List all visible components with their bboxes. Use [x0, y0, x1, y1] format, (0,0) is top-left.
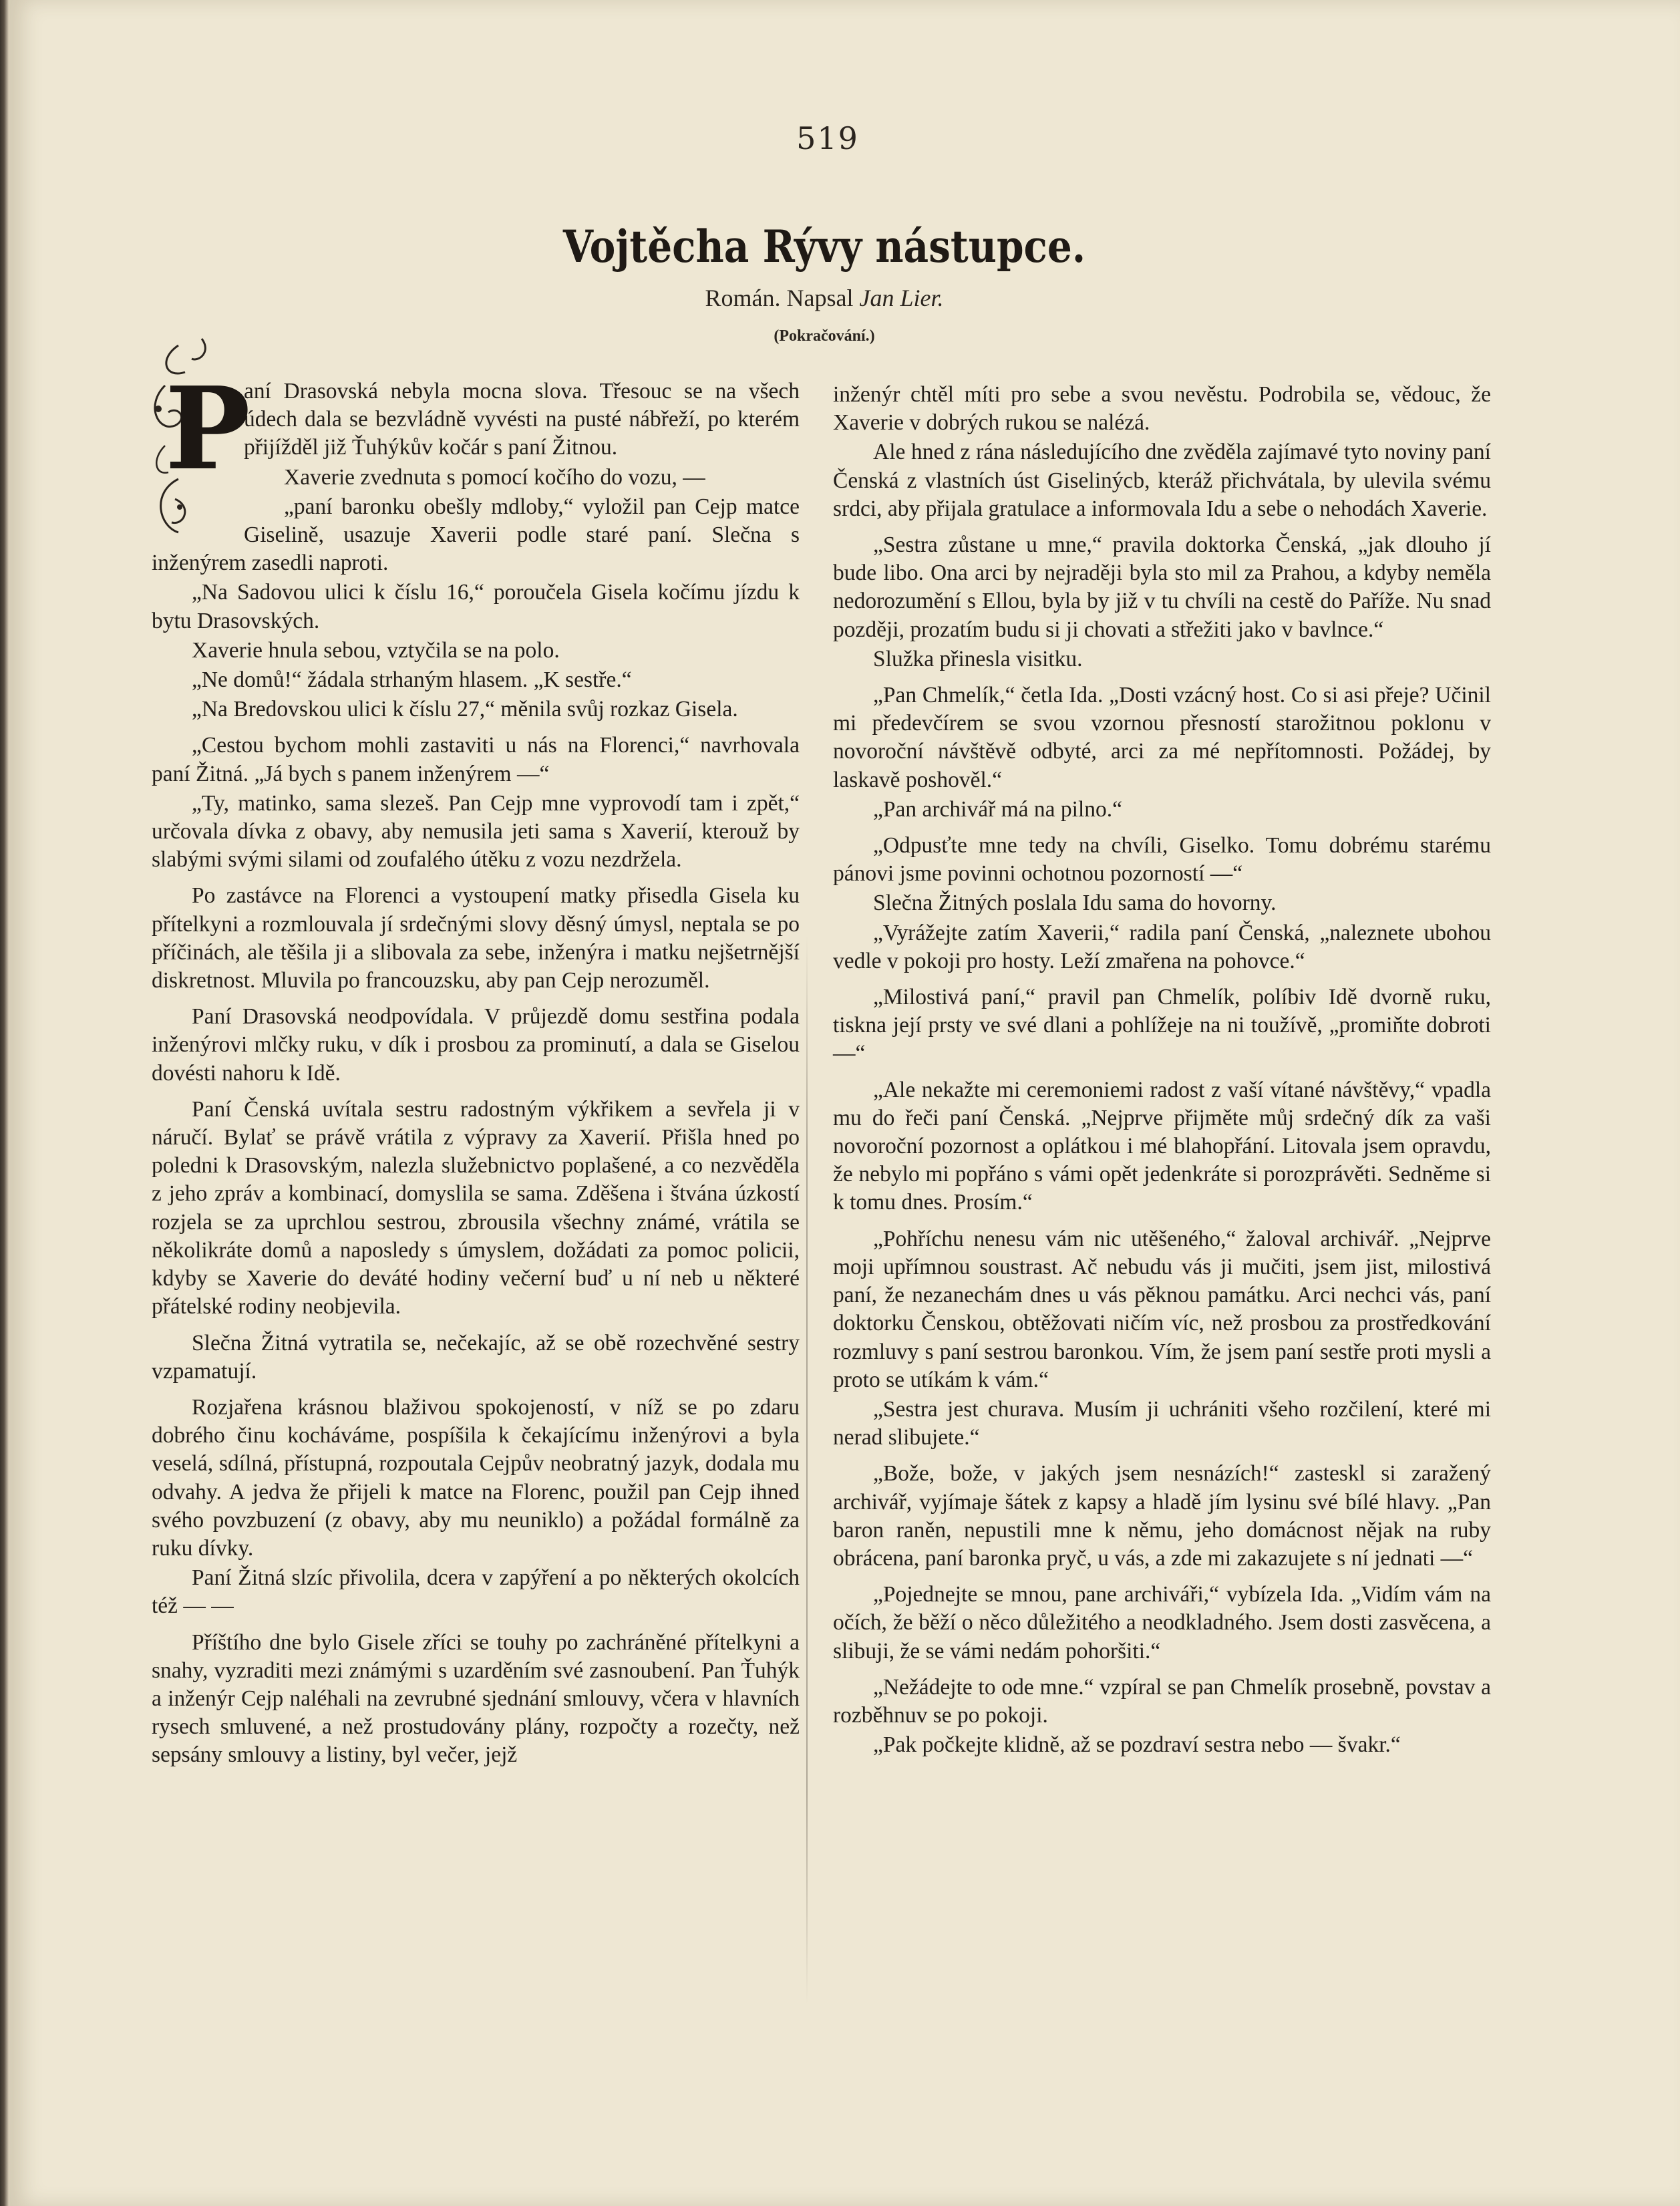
author-name: Jan Lier.	[859, 285, 944, 311]
left-paragraph: „Na Sadovou ulici k číslu 16,“ poroučela Gisela kočímu jízdu k bytu Drasovských.	[152, 580, 800, 633]
left-paragraph: Slečna Žitná vytratila se, nečekajíc, až se obě rozechvěné sestry vzpamatují.	[152, 1330, 800, 1384]
right-paragraph: Slečna Žitných poslala Idu sama do hovorny.	[873, 891, 1277, 916]
right-paragraph: „Pojednejte se mnou, pane archiváři,“ vybízela Ida. „Vidím vám na očích, že běží o něco důležitého a neodkladného. Jsem dosti zasvěcena, a slibuji, že se vámi nedám pohoršiti.“	[833, 1582, 1491, 1664]
initial-letter: P	[165, 362, 250, 496]
left-paragraph: „paní baronku obešly mdloby,“ vyložil pan Cejp matce Giselině, usazuje Xaverii podle staré paní. Slečna s inženýrem zasedli naproti.	[152, 494, 800, 576]
right-paragraph: „Sestra zůstane u mne,“ pravila doktorka Čenská, „jak dlouho jí bude libo. Ona arci by nejraději byla sto mil za Prahou, a kdyby neměla nedorozumění s Ellou, byla by již v tu chvíli na cestě do Paříže. Nu snad později, prozatím budu si ji chovati a střežiti jako v bavlnce.“	[833, 532, 1491, 642]
left-paragraph: Paní Žitná slzíc přivolila, dcera v zapýření a po některých okolcích též — —	[152, 1565, 800, 1619]
left-paragraph: „Ne domů!“ žádala strhaným hlasem. „K sestře.“	[192, 667, 632, 693]
byline	[490, 284, 1158, 312]
right-paragraph: „Vyrážejte zatím Xaverii,“ radila paní Čenská, „naleznete ubohou vedle v pokoji pro hosty. Leží zmařena na pohovce.“	[833, 920, 1491, 973]
page-number: 519	[796, 120, 859, 156]
left-paragraph: Rozjařena krásnou blaživou spokojeností, v níž se po zdaru dobrého činu kocháváme, pospíšila k čekajícímu inženýrovi a byla veselá, sdílná, přístupná, rozpoutala Cejpův neobratný jazyk, dodala mu odvahy. A jedva že přijeli k matce na Florenc, použil pan Cejp ihned svého povzbuzení (z obavy, aby mu neuniklo) a požádal formálně za ruku dívky.	[152, 1394, 800, 1561]
right-paragraph: „Pak počkejte klidně, až se pozdraví sestra nebo — švakr.“	[873, 1732, 1401, 1758]
right-paragraph: „Bože, bože, v jakých jsem nesnázích!“ zasteskl si zaražený archivář, vyjímaje šátek z kapsy a hladě jím lysinu své bílé hlavy. „Pan baron raněn, nepustili mne k němu, jeho domácnost nějak na ruby obrácena, paní baronka pryč, u vás, a zde mi zakazujete s ní jednati —“	[833, 1461, 1491, 1571]
left-paragraph: Po zastávce na Florenci a vystoupení matky přisedla Gisela ku přítelkyni a rozmlouvala jí srdečnými slovy děsný úmysl, neptala se po příčinách, ale těšila ji a slibovala za sebe, inženýra i matku nejšetrnější diskretnost. Mluvila po francouzsku, aby pan Cejp nerozuměl.	[152, 883, 800, 993]
chapter-title: Vojtěcha Rývy nástupce.	[562, 220, 1086, 273]
left-paragraph: Příštího dne bylo Gisele zříci se touhy po zachráněné přítelkyni a snahy, vyzraditi mezi známými s uzarděním své zasnoubení. Pan Ťuhýk a inženýr Cejp naléhali na zevrubné sjednání smlouvy, včera v hlavních rysech smluvené, a než prostudovány plány, rozpočty a rozečty, než sepsány smlouvy a listiny, byl večer, jejž	[152, 1629, 800, 1768]
right-paragraph: „Ale nekažte mi ceremoniemi radost z vaší vítané návštěvy,“ vpadla mu do řeči paní Čenská. „Nejprve přijměte můj srdečný dík za vaši novoroční pozornost a oplátkou i mé blahopřání. Litovala jsem opravdu, že nebylo mi popřáno s vámi opět jedenkráte si porozprávěti. Sedněme si k tomu dnes. Prosím.“	[833, 1077, 1491, 1215]
right-paragraph: „Milostivá paní,“ pravil pan Chmelík, políbiv Idě dvorně ruku, tiskna její prsty ve své dlani a pohlížeje na ni toužívě, „promiňte dobroti —“	[833, 985, 1491, 1066]
left-paragraph: „Cestou bychom mohli zastaviti u nás na Florenci,“ navrhovala paní Žitná. „Já bych s panem inženýrem —“	[152, 733, 800, 786]
right-paragraph: inženýr chtěl míti pro sebe a svou nevěstu. Podrobila se, vědouc, že Xaverie v dobrých rukou se nalézá.	[833, 382, 1491, 436]
right-paragraph: „Pan archivář má na pilno.“	[873, 796, 1122, 822]
left-paragraph: Xaverie zvednuta s pomocí kočího do vozu, —	[284, 464, 705, 490]
right-paragraph: „Pan Chmelík,“ četla Ida. „Dosti vzácný host. Co si asi přeje? Učinil mi předevčírem se svou vzornou přesností starožitnou poklonu v novoroční návštěvě odbyté, arci za mé nepřítomnosti. Požádej, by laskavě poshověl.“	[833, 683, 1491, 792]
page-sheet	[9, 0, 1680, 2206]
right-paragraph: „Nežádejte to ode mne.“ vzpíral se pan Chmelík prosebně, povstav a rozběhnuv se po pokoji.	[833, 1674, 1491, 1728]
continued-note: (Pokračování.)	[774, 327, 875, 345]
decorated-initial	[152, 362, 250, 536]
left-paragraph: „Ty, matinko, sama slezeš. Pan Cejp mne vyprovodí tam i zpět,“ určovala dívka z obavy, aby nemusila jeti sama s Xaverií, kterouž by slabými svými silami od zoufalého útěku z vozu nezdržela.	[152, 790, 800, 873]
left-paragraph: „Na Bredovskou ulici k číslu 27,“ měnila svůj rozkaz Gisela.	[192, 697, 738, 722]
left-column	[152, 362, 800, 1770]
right-paragraph: Ale hned z rána následujícího dne zvěděla zajímavé tyto noviny paní Čenská z vlastních úst Giselinýcb, kteráž přichvátala, by ulevila svému srdci, aby přijala gratulace a informovala Idu a sebe o nehodách Xaverie.	[833, 440, 1491, 521]
column-divider	[806, 935, 808, 2004]
left-paragraph: aní Drasovská nebyla mocna slova. Třesouc se na všech údech dala se bezvládně vyvésti na pusté nábřeží, po kterém přijížděl již Ťuhýkův kočár s paní Žitnou.	[244, 379, 800, 460]
right-paragraph: Služka přinesla visitku.	[873, 646, 1083, 671]
left-paragraph: Paní Drasovská neodpovídala. V průjezdě domu sestřina podala inženýrovi mlčky ruku, v dík i prosbou za prominutí, a dala se Giselou dovésti nahoru k Idě.	[152, 1004, 800, 1086]
byline-prefix: Román. Napsal	[705, 285, 860, 311]
right-column	[833, 381, 1491, 1759]
right-paragraph: „Sestra jest churava. Musím ji uchrániti všeho rozčilení, které mi nerad slibujete.“	[833, 1396, 1491, 1450]
left-paragraph: Paní Čenská uvítala sestru radostným výkřikem a sevřela ji v náručí. Bylať se právě vrátila z výpravy za Xaverií. Přišla hned po poledni k Drasovským, nalezla služebnictvo poplašené, a co nezvěděla z jeho zpráv a kombinací, domyslila se sama. Zděšena i štvána úzkostí rozjela se za uprchlou sestrou, zbrousila všechny známé, vrátila se několikráte domů a naposledy s úmyslem, dožádati za pomoc policii, kdyby se Xaverie do deváté hodiny večerní buď u ní neb u některé přátelské rodiny neobjevila.	[152, 1096, 800, 1319]
right-paragraph: „Pohříchu nenesu vám nic utěšeného,“ žaloval archivář. „Nejprve moji upřímnou soustrast. Ač nebudu vás ji mučiti, jsem jist, milostivá paní, že nezanechám dnes u vás pěknou památku. Arci nechci vás, paní doktorku Čenskou, obtěžovati ničím víc, než prosbou za prostředkování rozmluvy s paní sestrou baronkou. Vím, že jsem paní sestře proti mysli a proto se utíkám k vám.“	[833, 1226, 1491, 1392]
right-paragraph: „Odpusťte mne tedy na chvíli, Giselko. Tomu dobrému starému pánovi jsme povinni ochotnou pozorností —“	[833, 833, 1491, 887]
left-paragraph: Xaverie hnula sebou, vztyčila se na polo.	[192, 637, 560, 663]
